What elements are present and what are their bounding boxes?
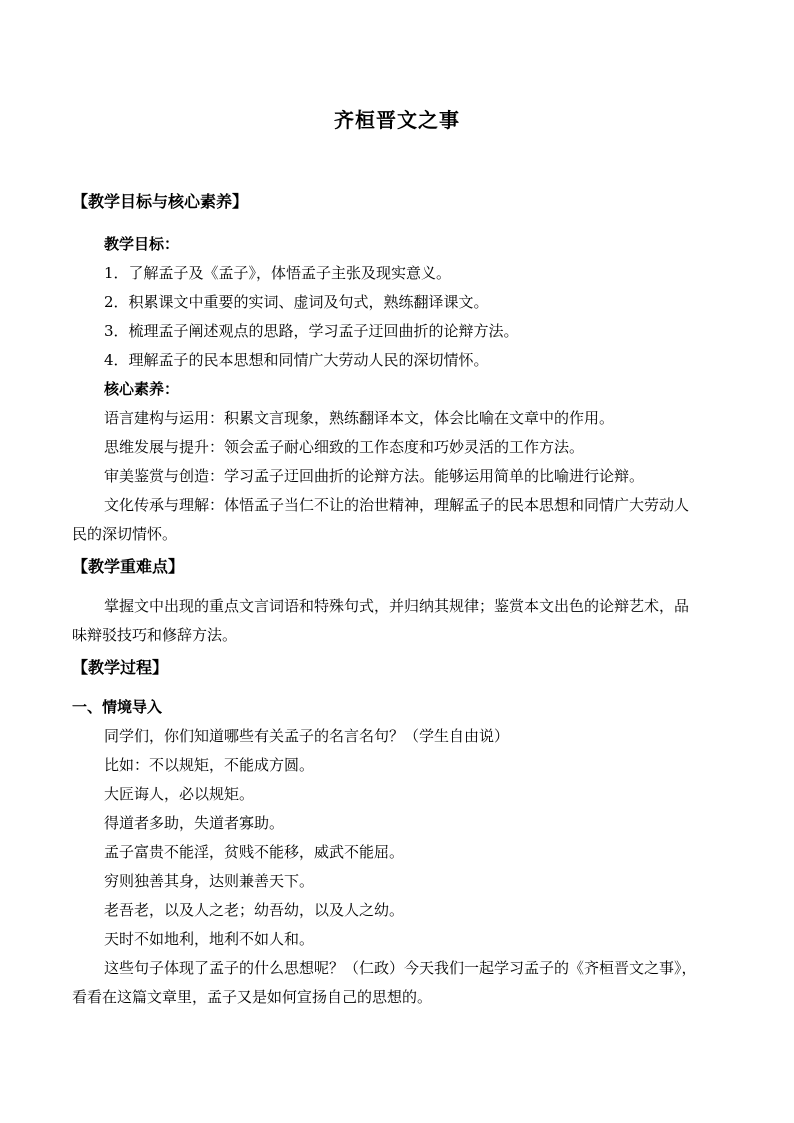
intro-line-3: 大匠诲人，必以规矩。 <box>104 785 255 803</box>
intro-line-5: 孟子富贵不能淫，贫贱不能移，威武不能屈。 <box>104 843 405 861</box>
closing-line-2: 看看在这篇文章里，孟子又是如何宣扬自己的思想的。 <box>72 988 433 1006</box>
goals-subheading: 教学目标： <box>104 235 180 253</box>
core-item-4-line1: 文化传承与理解：体悟孟子当仁不让的治世精神，理解孟子的民本思想和同情广大劳动人 <box>104 496 690 514</box>
goal-item-1: 1．了解孟子及《孟子》，体悟孟子主张及现实意义。 <box>104 264 452 282</box>
goals-heading: 【教学目标与核心素养】 <box>72 192 249 211</box>
intro-heading: 一、情境导入 <box>72 698 163 716</box>
core-subheading: 核心素养： <box>104 380 180 398</box>
core-item-3: 审美鉴赏与创造：学习孟子迂回曲折的论辩方法。能够运用简单的比喻进行论辩。 <box>104 467 645 485</box>
core-item-4-line2: 民的深切情怀。 <box>72 525 178 543</box>
intro-line-2: 比如：不以规矩，不能成方圆。 <box>104 756 315 774</box>
goal-item-3: 3．梳理孟子阐述观点的思路，学习孟子迂回曲折的论辩方法。 <box>104 322 519 340</box>
process-heading: 【教学过程】 <box>72 658 169 677</box>
core-item-2: 思维发展与提升：领会孟子耐心细致的工作态度和巧妙灵活的工作方法。 <box>104 438 585 456</box>
intro-line-1: 同学们，你们知道哪些有关孟子的名言名句？（学生自由说） <box>104 727 510 745</box>
intro-line-4: 得道者多助，失道者寡助。 <box>104 814 285 832</box>
document-title: 齐桓晋文之事 <box>334 108 460 132</box>
goal-item-4: 4．理解孟子的民本思想和同情广大劳动人民的深切情怀。 <box>104 351 489 369</box>
key-line-1: 掌握文中出现的重点文言词语和特殊句式，并归纳其规律；鉴赏本文出色的论辩艺术，品 <box>104 597 690 615</box>
intro-line-7: 老吾老，以及人之老；幼吾幼，以及人之幼。 <box>104 901 405 919</box>
key-heading: 【教学重难点】 <box>72 557 185 576</box>
goal-item-2: 2．积累课文中重要的实词、虚词及句式，熟练翻译课文。 <box>104 293 489 311</box>
intro-line-8: 天时不如地利，地利不如人和。 <box>104 930 315 948</box>
closing-line-1: 这些句子体现了孟子的什么思想呢？（仁政）今天我们一起学习孟子的《齐桓晋文之事》， <box>104 959 697 977</box>
key-line-2: 味辩驳技巧和修辞方法。 <box>72 626 238 644</box>
core-item-1: 语言建构与运用：积累文言现象，熟练翻译本文，体会比喻在文章中的作用。 <box>104 409 615 427</box>
intro-line-6: 穷则独善其身，达则兼善天下。 <box>104 872 315 890</box>
